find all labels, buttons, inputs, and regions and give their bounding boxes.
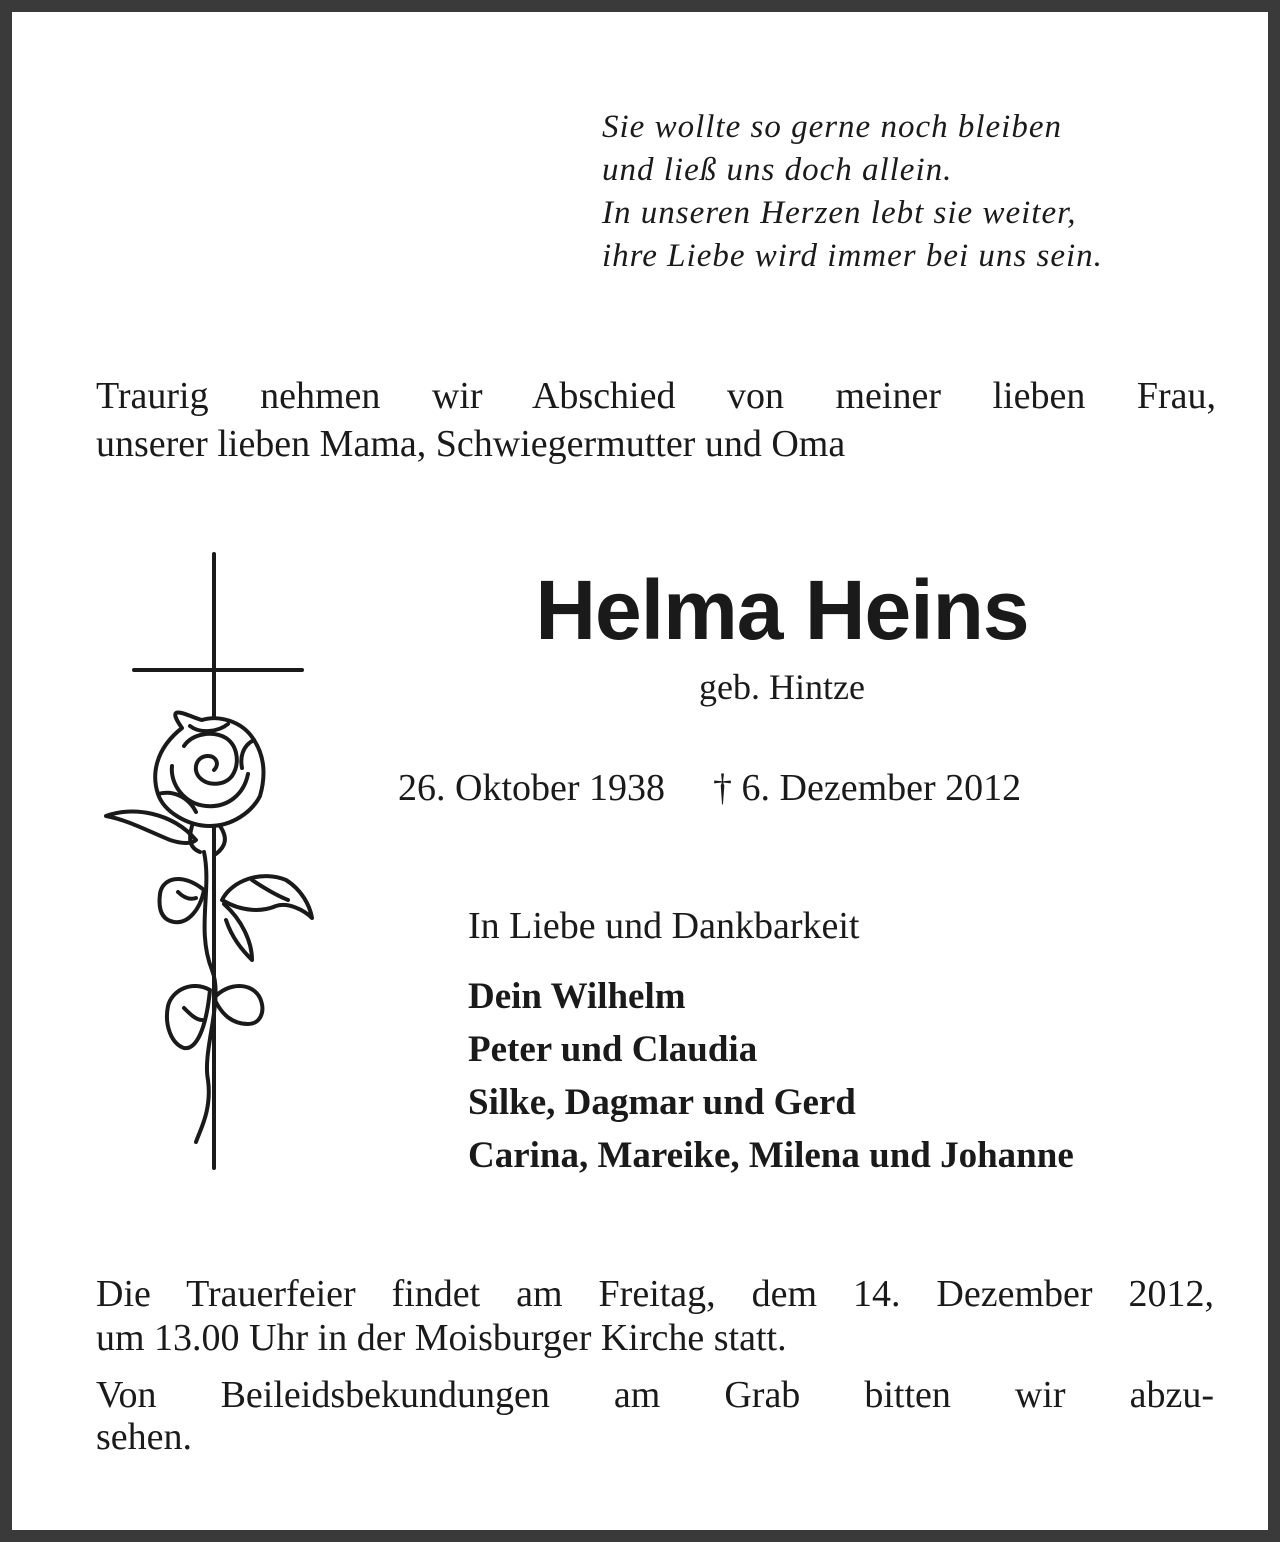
signer-line: Dein Wilhelm bbox=[468, 976, 686, 1017]
intro-line: unserer lieben Mama, Schwiegermutter und Oma bbox=[96, 423, 846, 465]
birth-name: geb. Hintze bbox=[699, 667, 865, 707]
poem-line: Sie wollte so gerne noch bleiben bbox=[602, 109, 1062, 145]
signers-list bbox=[468, 970, 1074, 1182]
request-line: sehen. bbox=[96, 1416, 193, 1458]
deceased-name: Helma Heins bbox=[535, 563, 1029, 657]
poem bbox=[602, 106, 1262, 278]
intro-line: Traurig nehmen wir Abschied von meiner lieben Frau, bbox=[96, 375, 1216, 417]
poem-line: ihre Liebe wird immer bei uns sein. bbox=[602, 238, 1103, 274]
condolence-request bbox=[96, 1374, 1214, 1458]
ceremony-line: um 13.00 Uhr in der Moisburger Kirche statt. bbox=[96, 1317, 787, 1359]
signer-line: Carina, Mareike, Milena und Johanne bbox=[468, 1135, 1074, 1176]
poem-line: und ließ uns doch allein. bbox=[602, 152, 953, 188]
cross-with-rose-icon bbox=[92, 550, 332, 1176]
intro-text bbox=[96, 372, 1216, 468]
birth-date: 26. Oktober 1938 bbox=[398, 767, 666, 809]
ceremony-line: Die Trauerfeier findet am Freitag, dem 14. Dezember 2012, bbox=[96, 1273, 1214, 1315]
signer-line: Peter und Claudia bbox=[468, 1029, 758, 1070]
life-dates bbox=[398, 764, 1021, 812]
death-date: † 6. Dezember 2012 bbox=[713, 767, 1022, 809]
closing-phrase: In Liebe und Dankbarkeit bbox=[468, 905, 860, 947]
ceremony-info bbox=[96, 1272, 1214, 1360]
request-line: Von Beileidsbekundungen am Grab bitten wir abzu- bbox=[96, 1374, 1214, 1416]
signer-line: Silke, Dagmar und Gerd bbox=[468, 1082, 856, 1123]
poem-line: In unseren Herzen lebt sie weiter, bbox=[602, 195, 1077, 231]
